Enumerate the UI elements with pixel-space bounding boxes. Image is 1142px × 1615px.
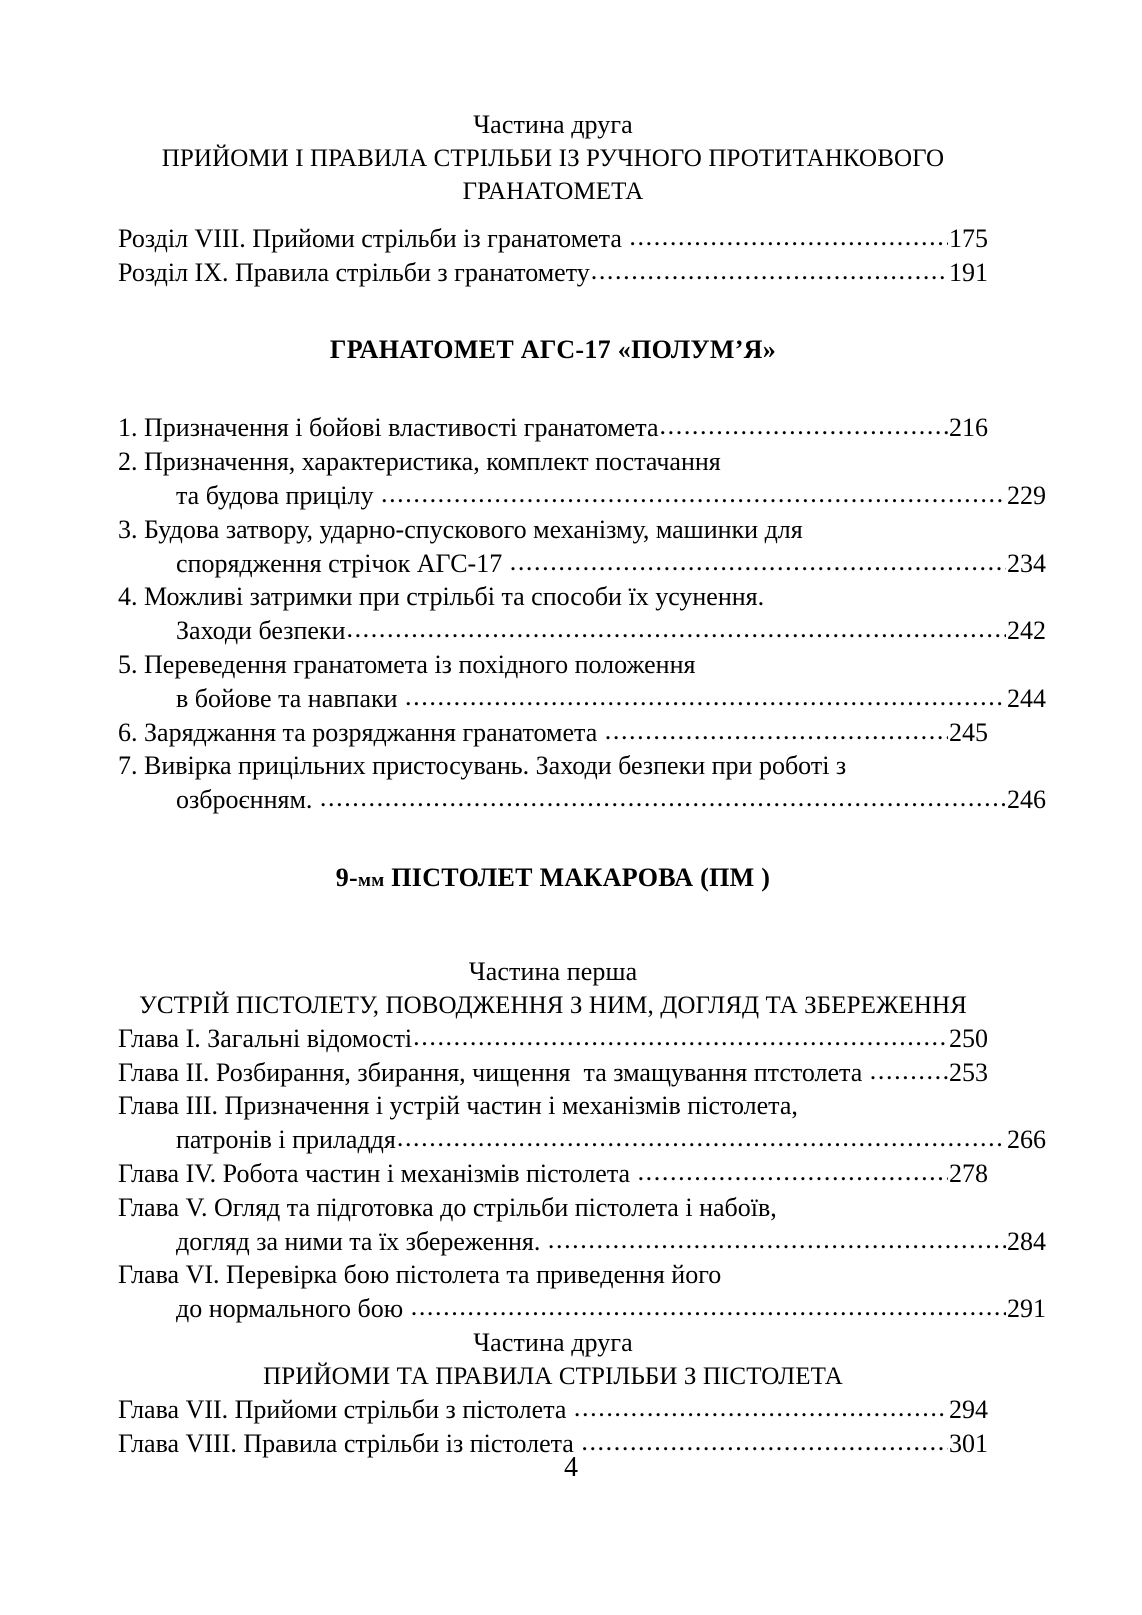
toc-entry-label: 7. Вивірка прицільних пристосувань. Заходи безпеки при роботі з [118, 751, 847, 781]
toc-leader-dots [870, 1054, 948, 1088]
spacer [118, 365, 988, 411]
toc-entry-label: Глава IV. Робота частин і механізмів пістолета [118, 1158, 637, 1188]
toc-list-grenade [118, 222, 988, 290]
toc-entry-page: 244 [1007, 683, 1046, 713]
toc-leader-dots [638, 1155, 948, 1189]
toc-entry[interactable] [118, 222, 988, 256]
toc-entry-page: 250 [949, 1023, 988, 1053]
toc-entry-label-continued: догляд за ними та їх збереження. [176, 1226, 547, 1256]
toc-leader-dots [591, 254, 948, 288]
table-of-contents [118, 108, 1046, 1460]
toc-entry-page: 216 [949, 413, 988, 443]
toc-entry[interactable] [118, 513, 1046, 581]
spacer [118, 817, 988, 863]
toc-entry-label-continued: в бойове та навпаки [176, 683, 405, 713]
section-heading-ags17: ГРАНАТОМЕТ АГС-17 «ПОЛУМ’Я» [329, 335, 777, 365]
toc-entry-label: 4. Можливі затримки при стрільбі та способи їх усунення. [118, 582, 765, 612]
toc-list-ags17 [118, 411, 1046, 817]
toc-entry-page: 234 [1007, 548, 1046, 578]
toc-leader-dots [320, 781, 1006, 815]
toc-entry[interactable] [118, 445, 1046, 513]
toc-entry-label: Глава III. Призначення і устрій частин і механізмів пістолета, [118, 1091, 798, 1121]
toc-entry[interactable] [118, 1089, 1046, 1157]
toc-leader-dots [405, 680, 1006, 714]
section-heading-makarov [118, 863, 988, 893]
part-title-line-1: ПРИЙОМИ І ПРАВИЛА СТРІЛЬБИ ІЗ РУЧНОГО ПРОТИТАНКОВОГО [161, 144, 945, 172]
toc-entry-page: 278 [949, 1158, 988, 1188]
toc-entry-page: 246 [1007, 785, 1046, 815]
section-part-two-grenade [118, 108, 988, 289]
toc-entry-label: 2. Призначення, характеристика, комплект постачання [118, 447, 721, 477]
toc-entry-page: 284 [1007, 1226, 1046, 1256]
toc-entry-label: Розділ IX. Правила стрільби з гранатомету [118, 257, 590, 287]
toc-entry-label: Глава II. Розбирання, збирання, чищення та змащування птстолета [118, 1057, 869, 1087]
makarov-caliber-number: 9- [335, 862, 358, 892]
toc-entry-label-continued: спорядження стрічок АГС-17 [176, 548, 509, 578]
section-makarov [118, 862, 1046, 1460]
part-title: ПРИЙОМИ ТА ПРАВИЛА СТРІЛЬБИ З ПІСТОЛЕТА [263, 1362, 843, 1390]
makarov-caliber-unit: мм [358, 869, 385, 891]
part-label: Частина перша [468, 956, 638, 986]
toc-leader-dots [660, 409, 948, 443]
toc-entry-label: Глава VII. Прийоми стрільби з пістолета [118, 1394, 573, 1424]
toc-entry-page: 245 [949, 717, 988, 747]
toc-entry[interactable] [118, 749, 1046, 817]
toc-leader-dots [346, 612, 1006, 646]
toc-entry[interactable] [118, 411, 988, 445]
toc-entry-label: 6. Заряджання та розряджання гранатомета [118, 717, 604, 747]
toc-entry-page: 266 [1007, 1125, 1046, 1155]
toc-entry[interactable] [118, 1157, 988, 1191]
toc-entry-label: Глава V. Огляд та підготовка до стрільби пістолета і набоїв, [118, 1192, 777, 1222]
toc-leader-dots [397, 1121, 1006, 1155]
toc-entry-page: 253 [949, 1057, 988, 1087]
toc-entry[interactable] [118, 1258, 1046, 1326]
toc-entry-page: 301 [949, 1428, 988, 1458]
toc-entry[interactable] [118, 1056, 988, 1090]
toc-entry-label: Глава VI. Перевірка бою пістолета та приведення його [118, 1260, 722, 1290]
toc-entry-label: Глава I. Загальні відомості [118, 1023, 413, 1053]
toc-entry[interactable] [118, 716, 988, 750]
page-number: 4 [564, 1452, 578, 1483]
toc-entry-page: 175 [949, 223, 988, 253]
toc-entry[interactable] [118, 1022, 988, 1056]
toc-leader-dots [411, 1290, 1006, 1324]
toc-entry-label: Розділ VIII. Прийоми стрільби із гранатомета [118, 223, 629, 253]
toc-leader-dots [629, 220, 948, 254]
toc-leader-dots [381, 477, 1006, 511]
toc-leader-dots [413, 1020, 948, 1054]
toc-entry[interactable] [118, 256, 988, 290]
toc-entry-label: 3. Будова затвору, ударно-спускового механізму, машинки для [118, 514, 803, 544]
toc-leader-dots [605, 714, 948, 748]
toc-entry-page: 191 [949, 257, 988, 287]
toc-entry[interactable] [118, 1393, 988, 1427]
toc-entry[interactable] [118, 580, 1046, 648]
toc-entry-label: 1. Призначення і бойові властивості гранатомета [118, 413, 659, 443]
makarov-title-rest: ПІСТОЛЕТ МАКАРОВА (ПМ ) [384, 862, 771, 892]
toc-list-makarov-part-one [118, 1022, 1046, 1326]
spacer [118, 289, 988, 335]
toc-entry-page: 242 [1007, 616, 1046, 646]
toc-entry-page: 291 [1007, 1294, 1046, 1324]
spacer [118, 893, 988, 955]
toc-leader-dots [510, 545, 1006, 579]
section-ags17 [118, 335, 1046, 817]
toc-entry-label-continued: до нормального бою [176, 1294, 410, 1324]
toc-entry-page: 294 [949, 1394, 988, 1424]
toc-leader-dots [548, 1223, 1006, 1257]
toc-entry-label-continued: патронів і приладдя [176, 1125, 396, 1155]
part-title-line-2: ГРАНАТОМЕТА [462, 177, 644, 205]
toc-entry[interactable] [118, 1191, 1046, 1259]
toc-entry-label: Глава VIII. Правила стрільби із пістолета [118, 1428, 581, 1458]
part-label: Частина друга [473, 110, 633, 139]
toc-entry-label-continued: та будова прицілу [176, 480, 380, 510]
toc-entry[interactable] [118, 648, 1046, 716]
toc-entry-label: 5. Переведення гранатомета із похідного положення [118, 649, 696, 679]
part-title: УСТРІЙ ПІСТОЛЕТУ, ПОВОДЖЕННЯ З НИМ, ДОГЛЯД ТА ЗБЕРЕЖЕННЯ [139, 991, 967, 1019]
toc-leader-dots [574, 1391, 948, 1425]
toc-list-makarov-part-two [118, 1393, 988, 1461]
toc-entry-label-continued: Заходи безпеки [176, 616, 346, 646]
part-label: Частина друга [473, 1327, 633, 1357]
toc-entry-label-continued: озброєнням. [176, 785, 319, 815]
toc-entry-page: 229 [1007, 480, 1046, 510]
